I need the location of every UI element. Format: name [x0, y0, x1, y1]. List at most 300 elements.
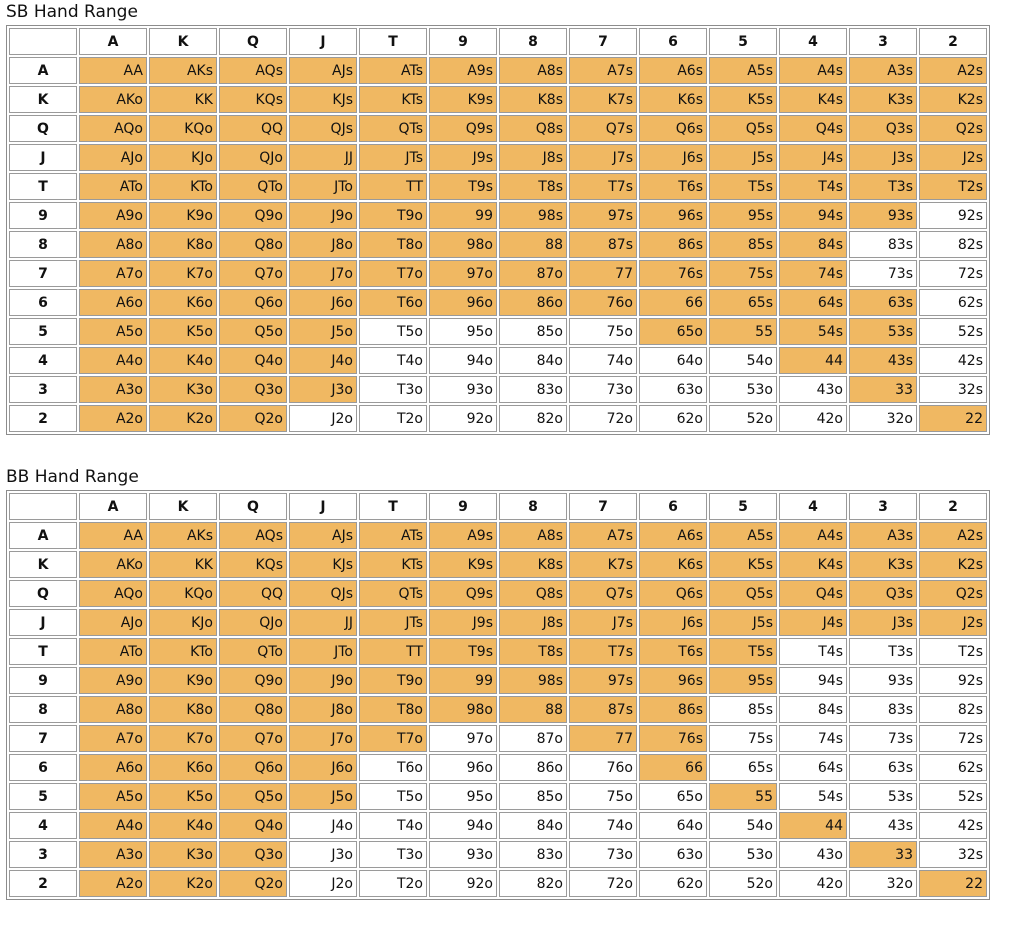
hand-cell: QJo	[219, 609, 287, 636]
hand-cell: KQs	[219, 551, 287, 578]
hand-cell: 52s	[919, 318, 987, 345]
hand-cell: 66	[639, 289, 707, 316]
hand-cell: 62o	[639, 870, 707, 897]
row-header: J	[9, 609, 77, 636]
hand-cell: T2o	[359, 405, 427, 432]
hand-cell: 42o	[779, 870, 847, 897]
hand-cell: T9s	[429, 173, 497, 200]
hand-cell: K8o	[149, 696, 217, 723]
hand-cell: T5o	[359, 783, 427, 810]
hand-cell: J5s	[709, 144, 777, 171]
hand-cell: Q8o	[219, 231, 287, 258]
row-header: A	[9, 522, 77, 549]
hand-cell: 97o	[429, 725, 497, 752]
hand-cell: 96o	[429, 754, 497, 781]
hand-cell: 95s	[709, 667, 777, 694]
row-header: T	[9, 638, 77, 665]
hand-cell: 92s	[919, 667, 987, 694]
hand-cell: 94o	[429, 347, 497, 374]
table-row	[9, 870, 987, 897]
table-row	[9, 609, 987, 636]
hand-cell: 83s	[849, 231, 917, 258]
column-header: 9	[429, 28, 497, 55]
hand-cell: ATo	[79, 173, 147, 200]
hand-cell: K3s	[849, 551, 917, 578]
hand-cell: Q7s	[569, 580, 637, 607]
hand-cell: T3o	[359, 841, 427, 868]
hand-cell: 93s	[849, 202, 917, 229]
column-header: 7	[569, 28, 637, 55]
hand-cell: A9o	[79, 667, 147, 694]
hand-cell: K5o	[149, 783, 217, 810]
hand-cell: 63o	[639, 841, 707, 868]
hand-cell: K7o	[149, 725, 217, 752]
hand-cell: A3o	[79, 376, 147, 403]
hand-cell: J3o	[289, 376, 357, 403]
hand-cell: Q4o	[219, 347, 287, 374]
row-header: K	[9, 86, 77, 113]
column-header: K	[149, 28, 217, 55]
hand-cell: Q6o	[219, 289, 287, 316]
hand-cell: 63o	[639, 376, 707, 403]
hand-cell: 43o	[779, 376, 847, 403]
row-header: 4	[9, 347, 77, 374]
table-row	[9, 318, 987, 345]
column-header: T	[359, 28, 427, 55]
hand-cell: T5o	[359, 318, 427, 345]
hand-cell: J2o	[289, 405, 357, 432]
hand-cell: Q6s	[639, 580, 707, 607]
hand-cell: Q2o	[219, 405, 287, 432]
hand-cell: 53s	[849, 783, 917, 810]
column-header: 6	[639, 493, 707, 520]
hand-cell: J3o	[289, 841, 357, 868]
hand-cell: K8o	[149, 231, 217, 258]
hand-cell: 73s	[849, 725, 917, 752]
table-row	[9, 347, 987, 374]
hand-cell: T5s	[709, 638, 777, 665]
table-row	[9, 696, 987, 723]
hand-cell: 88	[499, 696, 567, 723]
hand-cell: A9s	[429, 57, 497, 84]
hand-cell: A7o	[79, 725, 147, 752]
row-header: 2	[9, 870, 77, 897]
column-header: 8	[499, 28, 567, 55]
row-header: 3	[9, 376, 77, 403]
hand-cell: Q5o	[219, 783, 287, 810]
hand-cell: 42o	[779, 405, 847, 432]
hand-cell: 92o	[429, 870, 497, 897]
hand-cell: K4o	[149, 347, 217, 374]
hand-cell: A6o	[79, 754, 147, 781]
hand-cell: T2s	[919, 638, 987, 665]
hand-cell: A5o	[79, 783, 147, 810]
hand-cell: A5o	[79, 318, 147, 345]
hand-cell: 53o	[709, 841, 777, 868]
hand-cell: J8s	[499, 144, 567, 171]
hand-cell: 64o	[639, 812, 707, 839]
hand-cell: K8s	[499, 551, 567, 578]
hand-cell: AQs	[219, 522, 287, 549]
table-row	[9, 260, 987, 287]
hand-cell: 99	[429, 202, 497, 229]
hand-cell: K5s	[709, 86, 777, 113]
hand-cell: 62s	[919, 754, 987, 781]
hand-cell: A2o	[79, 405, 147, 432]
hand-cell: 65o	[639, 318, 707, 345]
hand-cell: J4o	[289, 812, 357, 839]
hand-cell: 95o	[429, 318, 497, 345]
hand-cell: T7s	[569, 173, 637, 200]
hand-cell: 97s	[569, 667, 637, 694]
hand-cell: JTo	[289, 173, 357, 200]
hand-cell: KTs	[359, 551, 427, 578]
hand-cell: A3s	[849, 522, 917, 549]
hand-cell: 85s	[709, 696, 777, 723]
hand-cell: Q9s	[429, 115, 497, 142]
hand-cell: QTo	[219, 173, 287, 200]
hand-cell: 85o	[499, 318, 567, 345]
hand-cell: A7o	[79, 260, 147, 287]
hand-cell: ATs	[359, 57, 427, 84]
hand-cell: 72o	[569, 405, 637, 432]
hand-cell: J6s	[639, 144, 707, 171]
hand-cell: A4o	[79, 812, 147, 839]
hand-cell: 94s	[779, 202, 847, 229]
hand-cell: 65s	[709, 289, 777, 316]
hand-cell: Q7o	[219, 725, 287, 752]
hand-cell: AA	[79, 522, 147, 549]
hand-cell: AJs	[289, 522, 357, 549]
hand-cell: KTs	[359, 86, 427, 113]
hand-cell: T6o	[359, 754, 427, 781]
hand-cell: KQs	[219, 86, 287, 113]
hand-cell: Q5s	[709, 115, 777, 142]
hand-cell: 44	[779, 812, 847, 839]
hand-cell: J8s	[499, 609, 567, 636]
hand-cell: 74o	[569, 812, 637, 839]
hand-cell: Q2s	[919, 580, 987, 607]
hand-cell: K2s	[919, 86, 987, 113]
hand-cell: Q3s	[849, 115, 917, 142]
hand-cell: T4o	[359, 812, 427, 839]
hand-cell: JTo	[289, 638, 357, 665]
hand-cell: 84o	[499, 812, 567, 839]
hand-cell: QJs	[289, 115, 357, 142]
row-header: 6	[9, 289, 77, 316]
hand-cell: JJ	[289, 609, 357, 636]
hand-cell: 62s	[919, 289, 987, 316]
hand-cell: K6o	[149, 289, 217, 316]
hand-cell: 64s	[779, 754, 847, 781]
hand-cell: KTo	[149, 638, 217, 665]
hand-cell: 87o	[499, 725, 567, 752]
hand-cell: A2o	[79, 870, 147, 897]
hand-cell: A2s	[919, 522, 987, 549]
hand-cell: J2s	[919, 609, 987, 636]
hand-cell: A8s	[499, 57, 567, 84]
hand-cell: K7s	[569, 551, 637, 578]
hand-cell: 86s	[639, 696, 707, 723]
hand-cell: T6o	[359, 289, 427, 316]
hand-cell: T3s	[849, 638, 917, 665]
row-header: 8	[9, 231, 77, 258]
column-header: 5	[709, 28, 777, 55]
hand-cell: JJ	[289, 144, 357, 171]
hand-cell: A6o	[79, 289, 147, 316]
hand-cell: QTo	[219, 638, 287, 665]
hand-cell: 84o	[499, 347, 567, 374]
hand-cell: A2s	[919, 57, 987, 84]
hand-cell: 75s	[709, 260, 777, 287]
hand-cell: 53s	[849, 318, 917, 345]
hand-cell: 43o	[779, 841, 847, 868]
hand-cell: A7s	[569, 57, 637, 84]
hand-cell: T9s	[429, 638, 497, 665]
hand-cell: A6s	[639, 57, 707, 84]
hand-cell: 84s	[779, 231, 847, 258]
hand-cell: T5s	[709, 173, 777, 200]
hand-cell: 97o	[429, 260, 497, 287]
hand-cell: T9o	[359, 202, 427, 229]
hand-cell: ATo	[79, 638, 147, 665]
hand-cell: TT	[359, 638, 427, 665]
hand-cell: 76s	[639, 725, 707, 752]
hand-cell: 83o	[499, 376, 567, 403]
column-header: 7	[569, 493, 637, 520]
hand-cell: 94s	[779, 667, 847, 694]
hand-cell: KK	[149, 551, 217, 578]
row-header: 7	[9, 260, 77, 287]
hand-cell: 92s	[919, 202, 987, 229]
hand-cell: 88	[499, 231, 567, 258]
hand-cell: T2s	[919, 173, 987, 200]
row-header: 6	[9, 754, 77, 781]
hand-cell: A3s	[849, 57, 917, 84]
hand-cell: T8s	[499, 638, 567, 665]
table-row	[9, 202, 987, 229]
hand-cell: 74s	[779, 260, 847, 287]
table-row	[9, 57, 987, 84]
hand-cell: Q5o	[219, 318, 287, 345]
hand-cell: 43s	[849, 347, 917, 374]
hand-cell: 66	[639, 754, 707, 781]
sb-range-title: SB Hand Range	[6, 2, 138, 22]
hand-cell: K5s	[709, 551, 777, 578]
hand-cell: T2o	[359, 870, 427, 897]
hand-cell: A6s	[639, 522, 707, 549]
row-header: 4	[9, 812, 77, 839]
column-header: J	[289, 493, 357, 520]
hand-cell: 72s	[919, 725, 987, 752]
hand-cell: QTs	[359, 580, 427, 607]
hand-cell: KJo	[149, 144, 217, 171]
hand-cell: 44	[779, 347, 847, 374]
table-row	[9, 783, 987, 810]
hand-cell: Q9s	[429, 580, 497, 607]
hand-cell: 75s	[709, 725, 777, 752]
hand-cell: QTs	[359, 115, 427, 142]
hand-cell: T9o	[359, 667, 427, 694]
table-row	[9, 231, 987, 258]
column-header: Q	[219, 493, 287, 520]
hand-cell: 72s	[919, 260, 987, 287]
hand-cell: Q8s	[499, 115, 567, 142]
hand-cell: 83s	[849, 696, 917, 723]
hand-cell: 76o	[569, 754, 637, 781]
hand-cell: K3o	[149, 376, 217, 403]
column-header: 9	[429, 493, 497, 520]
hand-cell: K5o	[149, 318, 217, 345]
row-header: A	[9, 57, 77, 84]
hand-cell: 98o	[429, 231, 497, 258]
hand-cell: 73s	[849, 260, 917, 287]
hand-cell: T8s	[499, 173, 567, 200]
hand-cell: J5s	[709, 609, 777, 636]
hand-cell: 54s	[779, 318, 847, 345]
hand-cell: KK	[149, 86, 217, 113]
hand-cell: Q3o	[219, 841, 287, 868]
hand-cell: 95s	[709, 202, 777, 229]
hand-cell: 83o	[499, 841, 567, 868]
hand-cell: Q5s	[709, 580, 777, 607]
hand-cell: 73o	[569, 376, 637, 403]
hand-cell: ATs	[359, 522, 427, 549]
hand-cell: 96s	[639, 202, 707, 229]
hand-cell: Q2s	[919, 115, 987, 142]
hand-cell: K7s	[569, 86, 637, 113]
hand-cell: K9s	[429, 86, 497, 113]
row-header: 7	[9, 725, 77, 752]
hand-cell: J9o	[289, 667, 357, 694]
hand-cell: AQo	[79, 580, 147, 607]
hand-cell: 82s	[919, 231, 987, 258]
header-row	[9, 493, 987, 520]
hand-cell: Q6o	[219, 754, 287, 781]
row-header: 3	[9, 841, 77, 868]
hand-cell: 93o	[429, 376, 497, 403]
hand-cell: 65o	[639, 783, 707, 810]
hand-cell: 75o	[569, 783, 637, 810]
hand-cell: 53o	[709, 376, 777, 403]
row-header: J	[9, 144, 77, 171]
row-header: Q	[9, 115, 77, 142]
hand-cell: T4o	[359, 347, 427, 374]
table-row	[9, 551, 987, 578]
hand-cell: K2o	[149, 405, 217, 432]
hand-cell: 52o	[709, 405, 777, 432]
hand-cell: 75o	[569, 318, 637, 345]
hand-cell: KTo	[149, 173, 217, 200]
row-header: K	[9, 551, 77, 578]
hand-cell: Q9o	[219, 667, 287, 694]
table-row	[9, 725, 987, 752]
column-header: 6	[639, 28, 707, 55]
column-header: J	[289, 28, 357, 55]
hand-cell: J4s	[779, 609, 847, 636]
table-row	[9, 86, 987, 113]
hand-cell: T4s	[779, 173, 847, 200]
hand-cell: A4o	[79, 347, 147, 374]
column-header: 4	[779, 28, 847, 55]
hand-cell: 82o	[499, 405, 567, 432]
hand-cell: 86o	[499, 754, 567, 781]
hand-cell: 32s	[919, 376, 987, 403]
hand-cell: KJo	[149, 609, 217, 636]
hand-cell: 76o	[569, 289, 637, 316]
hand-cell: J3s	[849, 144, 917, 171]
hand-cell: 98s	[499, 667, 567, 694]
hand-cell: T3s	[849, 173, 917, 200]
hand-cell: 63s	[849, 289, 917, 316]
bb-range-title: BB Hand Range	[6, 467, 139, 487]
hand-cell: J9o	[289, 202, 357, 229]
hand-cell: J8o	[289, 231, 357, 258]
hand-cell: Q9o	[219, 202, 287, 229]
hand-cell: T3o	[359, 376, 427, 403]
table-row	[9, 638, 987, 665]
hand-cell: QJo	[219, 144, 287, 171]
hand-cell: T8o	[359, 696, 427, 723]
hand-cell: 99	[429, 667, 497, 694]
hand-cell: K2o	[149, 870, 217, 897]
sb-range-table	[6, 25, 990, 435]
hand-cell: 98s	[499, 202, 567, 229]
hand-cell: K6s	[639, 86, 707, 113]
hand-cell: J7o	[289, 260, 357, 287]
hand-cell: A8s	[499, 522, 567, 549]
hand-cell: 74o	[569, 347, 637, 374]
hand-cell: A5s	[709, 57, 777, 84]
hand-cell: AA	[79, 57, 147, 84]
hand-cell: J5o	[289, 783, 357, 810]
table-row	[9, 405, 987, 432]
hand-cell: 77	[569, 725, 637, 752]
hand-cell: 93o	[429, 841, 497, 868]
hand-cell: 54o	[709, 347, 777, 374]
hand-cell: Q6s	[639, 115, 707, 142]
hand-cell: 77	[569, 260, 637, 287]
hand-cell: 92o	[429, 405, 497, 432]
hand-cell: AJs	[289, 57, 357, 84]
hand-cell: J2s	[919, 144, 987, 171]
hand-cell: 32o	[849, 870, 917, 897]
table-row	[9, 667, 987, 694]
hand-cell: T4s	[779, 638, 847, 665]
hand-cell: 85o	[499, 783, 567, 810]
hand-cell: QJs	[289, 580, 357, 607]
row-header: 2	[9, 405, 77, 432]
hand-cell: 62o	[639, 405, 707, 432]
hand-cell: KQo	[149, 115, 217, 142]
hand-cell: Q7o	[219, 260, 287, 287]
column-header: K	[149, 493, 217, 520]
hand-cell: K9s	[429, 551, 497, 578]
hand-cell: J7s	[569, 609, 637, 636]
hand-cell: 87s	[569, 231, 637, 258]
hand-cell: A8o	[79, 231, 147, 258]
hand-cell: 22	[919, 870, 987, 897]
hand-cell: 72o	[569, 870, 637, 897]
hand-cell: J6o	[289, 754, 357, 781]
table-row	[9, 115, 987, 142]
hand-cell: 74s	[779, 725, 847, 752]
hand-cell: 42s	[919, 812, 987, 839]
header-row	[9, 28, 987, 55]
hand-cell: AKs	[149, 57, 217, 84]
hand-cell: 86o	[499, 289, 567, 316]
hand-cell: 55	[709, 783, 777, 810]
